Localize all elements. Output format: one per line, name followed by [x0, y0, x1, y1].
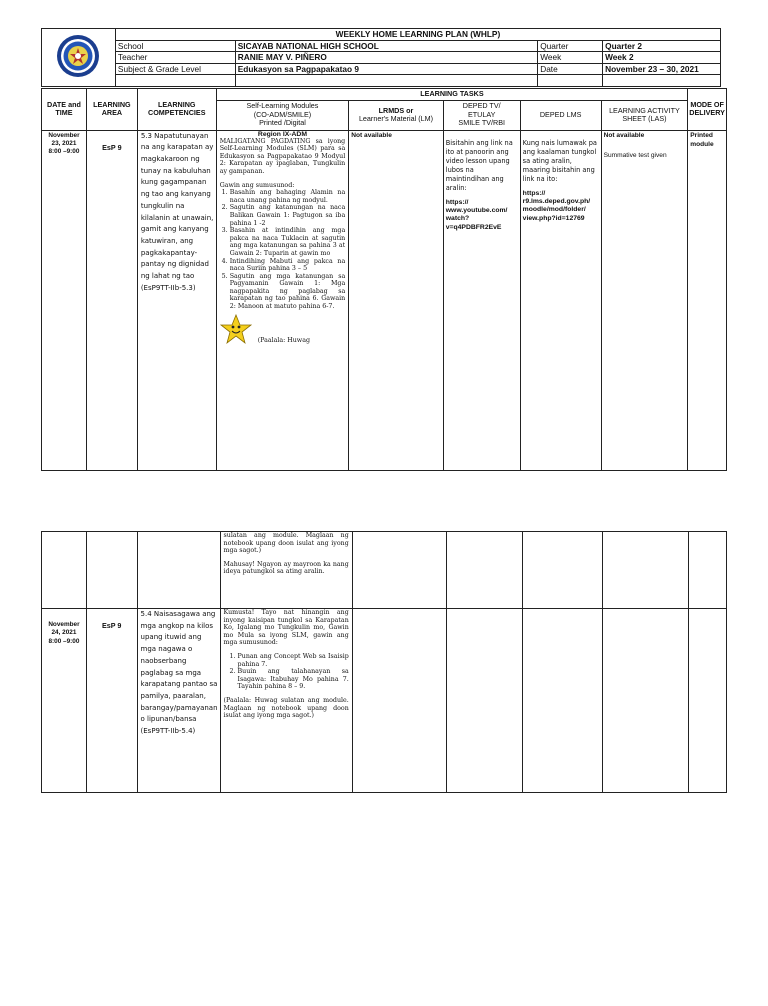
- row1-deped-tv-text: Bisitahin ang link na ito at panoorin ang video lesson upang lubos na maintindihan ang aralin:: [445, 138, 513, 192]
- list-item: 1. Basahin ang bahaging Alamin na naca unang pahina ng modyul.: [230, 189, 346, 204]
- row1-las: [601, 130, 688, 470]
- row1-deped-tv: [443, 130, 520, 470]
- row1-learning-area: EsP 9: [86, 130, 137, 470]
- list-item: 2. Sagutin ang katanungan na naca Balikan Gawain 1: Pagtugon sa iba pahina 1 -2: [230, 204, 346, 227]
- school-seal-logo: [42, 29, 116, 87]
- subject-value: Edukasyon sa Pagpapakatao 9: [235, 63, 537, 75]
- quarter-label: Quarter: [538, 40, 603, 52]
- table-row: [42, 532, 727, 609]
- date-value: November 23 – 30, 2021: [603, 63, 721, 75]
- school-value: SICAYAB NATIONAL HIGH SCHOOL: [235, 40, 537, 52]
- row1-slm-note-start: (Paalala: Huwag: [257, 337, 310, 345]
- teacher-label: Teacher: [115, 52, 235, 64]
- col-las: LEARNING ACTIVITY SHEET (LAS): [601, 100, 688, 130]
- col-mode-of-delivery: MODE OF DELIVERY: [688, 89, 727, 131]
- row2-self-learning-module: [220, 609, 352, 793]
- deped-seal-icon: [56, 34, 100, 78]
- row1-slm-steps: [220, 189, 346, 311]
- list-item: 3. Basahin at intindihin ang mga pakca na naca Tuklacin at sagutin ang mga katanungan sa pahina 3 at Gawain 2: Tuparin at gawin mo: [230, 227, 346, 257]
- row1-lms-link[interactable]: https:// r9.lms.deped.gov.ph/ moodle/mod/folder/ view.php?id=12769: [522, 189, 591, 222]
- row2-slm-note: (Paalala: Huwag sulatan ang module. Maglaan ng notebook upang doon isulat ang iyong mga sagot.): [223, 696, 349, 720]
- row2-slm-intro: Kumusta! Tayo nat hinangin ang inyong kaisipan tungkol sa Karapatan Ko, Igalang mo Tungkulin mo, Gawin mo Mula sa iyong SLM, gawin ang mga sumusunod:: [223, 609, 349, 647]
- row1-slm-closing: Mahusay! Ngayon ay mayroon ka nang ideya patungkol sa ating aralin.: [223, 560, 349, 576]
- row1-cont-competency: [137, 532, 220, 609]
- star-mascot-icon: [220, 313, 252, 345]
- list-item: 4. Intindihing Mabuti ang pakca na naca Suriin pahina 3 – 5: [230, 258, 346, 273]
- row1-self-learning-module: [216, 130, 349, 470]
- list-item: 1. Punan ang Concept Web sa Isaisip pahina 7.: [238, 653, 349, 668]
- row1-deped-lms: [520, 130, 601, 470]
- row1-date: November 23, 2021 8:00 –9:00: [42, 130, 87, 470]
- col-learning-area: LEARNING AREA: [86, 89, 137, 131]
- learning-plan-table-page1: [41, 88, 727, 471]
- plan-title: WEEKLY HOME LEARNING PLAN (WHLP): [115, 29, 720, 41]
- row1-cont-date: [42, 532, 87, 609]
- quarter-value: Quarter 2: [603, 40, 721, 52]
- table-row: [42, 609, 727, 793]
- row1-lms-text: Kung nais lumawak pa ang kaalaman tungkol sa ating aralin, maaring bisitahin ang link na ito:: [522, 138, 597, 183]
- row1-slm-note-end: sulatan ang module. Maglaan ng notebook upang doon isulat ang iyong mga sagot.): [223, 532, 349, 555]
- table-row: [42, 130, 727, 470]
- row1-mode-of-delivery: Printed module: [688, 130, 727, 470]
- row1-slm-instruction: Gawin ang sumusunod:: [219, 181, 295, 189]
- col-learning-tasks: LEARNING TASKS: [216, 89, 688, 101]
- week-label: Week: [538, 52, 603, 64]
- row2-learning-area: EsP 9: [86, 609, 137, 793]
- week-value: Week 2: [603, 52, 721, 64]
- row1-cont-area: [86, 532, 137, 609]
- row1-las-note: Summative test given: [603, 151, 667, 159]
- learning-plan-table-page2: [41, 531, 727, 793]
- row1-las-status: Not available: [603, 131, 645, 139]
- row1-youtube-link[interactable]: https:// www.youtube.com/ watch? v=q4PDBFR2EvE: [445, 198, 508, 231]
- row1-cont-self-learning-module: [220, 532, 352, 609]
- row2-date: November 24, 2021 8:00 –9:00: [42, 609, 87, 793]
- row1-slm-intro: MALIGATANG PAGDATING sa iyong Self-Learning Modules (SLM) para sa Edukasyon sa Pagpapakatao 9 Modyul 2: Karapatan ay ipaglaban, Tungkulin ay gampanan.: [219, 137, 346, 175]
- school-label: School: [115, 40, 235, 52]
- whlp-header-table: [41, 28, 721, 87]
- teacher-value: RANIE MAY V. PIÑERO: [235, 52, 537, 64]
- col-slm: Self-Learning Modules (CO-ADM/SMILE) Printed /Digital: [216, 100, 349, 130]
- col-date-time: DATE and TIME: [42, 89, 87, 131]
- row1-lrmds: Not available: [349, 130, 444, 470]
- list-item: 5. Sagutin ang mga katanungan sa Pagyamanin Gawain 1: Mga nagpapakita ng paglabag sa karapatan ng tao pahina 6. Gawain 2: Manoon at matuto pahina 6-7.: [230, 273, 346, 311]
- subject-label: Subject & Grade Level: [115, 63, 235, 75]
- col-deped-lms: DEPED LMS: [520, 100, 601, 130]
- col-deped-tv: DEPED TV/ ETULAY SMILE TV/RBI: [443, 100, 520, 130]
- row2-slm-steps: [224, 653, 349, 691]
- row1-competency: 5.3 Napatutunayan na ang karapatan ay magkakaroon ng tunay na kabuluhan kung gagampanan ng tao ang kanyang tungkulin na kilalanin at unawain, gamit ang kanyang katuwiran, ang pagkakapantay-pantay ng dignidad ng lahat ng tao (EsP9TT-IIb-5.3): [137, 130, 216, 470]
- row1-slm-region: Region IX-ADM: [257, 130, 307, 138]
- col-competencies: LEARNING COMPETENCIES: [137, 89, 216, 131]
- list-item: 2. Buuin ang talahanayan sa Isagawa: Itabuhay Mo pahina 7. Tayahin pahina 8 – 9.: [238, 668, 349, 691]
- col-lrmds: LRMDS or Learner's Material (LM): [349, 100, 444, 130]
- date-label: Date: [538, 63, 603, 75]
- row2-competency: 5.4 Naisasagawa ang mga angkop na kilos upang ituwid ang mga nagawa o naobserbang paglabag sa mga karapatang pantao sa pamilya, paaralan, barangay/pamayanan o lipunan/bansa (EsP9TT-IIb-5.4): [137, 609, 220, 793]
